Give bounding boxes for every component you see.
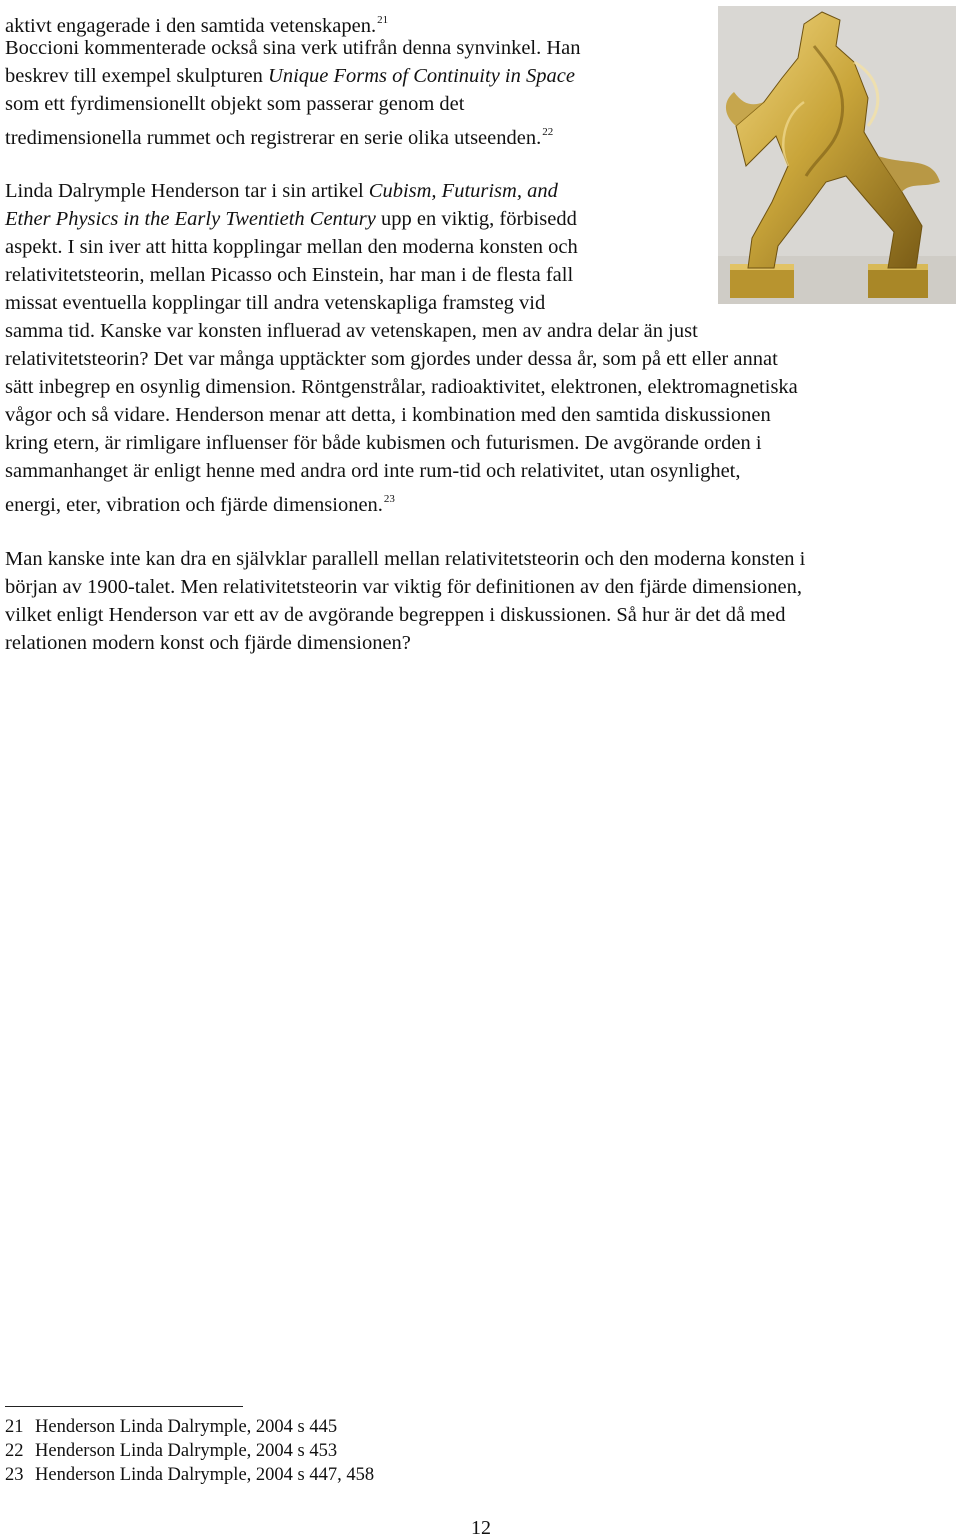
body-line: början av 1900-talet. Men relativitetsteorin var viktig för definitionen av den fjärde dimensionen, xyxy=(5,576,802,598)
body-line xyxy=(5,118,553,152)
footnote-text: Henderson Linda Dalrymple, 2004 s 447, 458 xyxy=(35,1465,375,1485)
article-title: Ether Physics in the Early Twentieth Century xyxy=(5,208,376,230)
body-text: tredimensionella rummet och registrerar en serie olika utseenden. xyxy=(5,127,542,149)
footnote-text: Henderson Linda Dalrymple, 2004 s 453 xyxy=(35,1441,338,1461)
sculpture-photo xyxy=(718,6,956,304)
page-number: 12 xyxy=(471,1517,491,1539)
body-line: relativitetsteorin? Det var många upptäckter som gjordes under dessa år, som på ett eller annat xyxy=(5,348,778,370)
footnote-ref[interactable]: 21 xyxy=(377,14,389,26)
body-text: Linda Dalrymple Henderson tar i sin artikel xyxy=(5,180,369,202)
footnote-ref[interactable]: 23 xyxy=(383,493,395,505)
body-text: upp en viktig, förbisedd xyxy=(375,208,577,230)
artwork-title: Unique Forms of Continuity in Space xyxy=(268,65,575,87)
body-line: sätt inbegrep en osynlig dimension. Röntgenstrålar, radioaktivitet, elektronen, elektromagnetiska xyxy=(5,376,798,398)
body-line: vågor och så vidare. Henderson menar att detta, i kombination med den samtida diskussionen xyxy=(5,404,771,426)
footnote-number: 23 xyxy=(5,1465,24,1485)
body-text: energi, eter, vibration och fjärde dimensionen. xyxy=(5,494,383,516)
body-text: aktivt engagerade i den samtida vetenskapen. xyxy=(5,15,377,37)
footnote-number: 21 xyxy=(5,1417,24,1437)
body-line: som ett fyrdimensionellt objekt som passerar genom det xyxy=(5,93,465,115)
body-line: aspekt. I sin iver att hitta kopplingar mellan den moderna konsten och xyxy=(5,236,578,258)
body-line: samma tid. Kanske var konsten influerad av vetenskapen, men av andra delar än just xyxy=(5,320,698,342)
body-line xyxy=(5,62,575,90)
footnote-divider xyxy=(5,1406,243,1407)
body-line xyxy=(5,205,577,233)
footnote-text: Henderson Linda Dalrymple, 2004 s 445 xyxy=(35,1417,338,1437)
footnote xyxy=(5,1463,374,1487)
footnote xyxy=(5,1439,337,1463)
body-line: vilket enligt Henderson var ett av de avgörande begreppen i diskussionen. Så hur är det då med xyxy=(5,604,786,626)
body-line: sammanhanget är enligt henne med andra ord inte rum-tid och relativitet, utan osynlighet, xyxy=(5,460,741,482)
footnote xyxy=(5,1415,337,1439)
body-line: relationen modern konst och fjärde dimensionen? xyxy=(5,632,411,654)
body-text: beskrev till exempel skulpturen xyxy=(5,65,269,87)
body-line xyxy=(5,485,395,519)
body-line: Boccioni kommenterade också sina verk utifrån denna synvinkel. Han xyxy=(5,37,581,59)
body-line xyxy=(5,177,558,205)
article-title: Cubism, Futurism, and xyxy=(368,180,558,202)
sculpture-illustration xyxy=(718,6,956,304)
body-line: missat eventuella kopplingar till andra vetenskapliga framsteg vid xyxy=(5,292,546,314)
footnote-ref[interactable]: 22 xyxy=(542,126,554,138)
body-line: relativitetsteorin, mellan Picasso och Einstein, har man i de flesta fall xyxy=(5,264,574,286)
body-line: Man kanske inte kan dra en självklar parallell mellan relativitetsteorin och den moderna konsten i xyxy=(5,548,806,570)
body-line: kring etern, är rimligare influenser för både kubismen och futurismen. De avgörande orden i xyxy=(5,432,762,454)
footnote-number: 22 xyxy=(5,1441,24,1461)
